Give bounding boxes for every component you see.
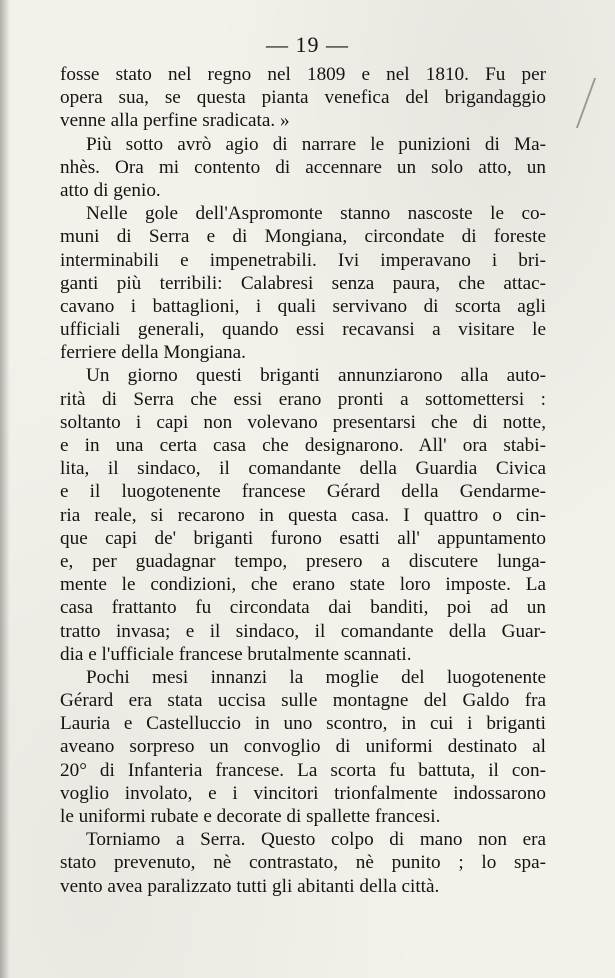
text-line: tratto invasa; e il sindaco, il comandante della Guar- [60, 620, 546, 642]
page-number: — 19 — [266, 32, 349, 57]
text-line: e il luogotenente francese Gérard della Gendarme- [60, 481, 546, 503]
text-line: 20° di Infanteria francese. La scorta fu battuta, il con- [60, 759, 546, 781]
text-line: fosse stato nel regno nel 1809 e nel 1810. Fu per [60, 64, 546, 85]
text-line: mente le condizioni, che erano state loro imposte. La [60, 574, 546, 596]
text-line: lita, il sindaco, il comandante della Guardia Civica [60, 458, 546, 480]
page-binding-shadow [0, 0, 10, 978]
text-line: venne alla perfine sradicata. » [60, 110, 290, 132]
text-line: e in una certa casa che designarono. All' ora stabi- [60, 435, 546, 456]
page-margin-mark [546, 78, 596, 128]
text-line: muni di Serra e di Mongiana, circondate di foreste [60, 226, 546, 248]
text-line: soltanto i capi non volevano presentarsi che di notte, [60, 411, 546, 433]
text-line: rità di Serra che essi erano pronti a sottomettersi : [60, 388, 546, 410]
text-line: Più sotto avrò agio di narrare le punizioni di Ma- [86, 133, 546, 155]
text-line: Nelle gole dell'Aspromonte stanno nascoste le co- [86, 203, 546, 225]
text-line: cavano i battaglioni, i quali servivano di scorta agli [60, 295, 546, 317]
text-line: Torniamo a Serra. Questo colpo di mano non era [86, 829, 546, 851]
text-line: ganti più terribili: Calabresi senza paura, che attac- [60, 272, 546, 294]
text-line: ria reale, si recarono in questa casa. I quattro o cin- [60, 504, 546, 526]
text-line: aveano sorpreso un convoglio di uniformi destinato al [60, 736, 546, 758]
text-line: stato prevenuto, nè contrastato, nè punito ; lo spa- [60, 852, 546, 874]
text-line: vento avea paralizzato tutti gli abitanti della città. [60, 875, 440, 897]
text-line: Un giorno questi briganti annunziarono alla auto- [86, 365, 546, 387]
text-line: ufficiali generali, quando essi recavansi a visitare le [60, 319, 546, 341]
text-line: casa frattanto fu circondata dai banditi, poi ad un [60, 597, 546, 619]
text-line: opera sua, se questa pianta venefica del brigandaggio [60, 87, 546, 109]
text-line: Pochi mesi innanzi la moglie del luogotenente [86, 666, 546, 688]
text-line: voglio involato, e i vincitori trionfalmente indossarono [60, 782, 546, 804]
body-text [60, 63, 546, 898]
text-line: interminabili e impenetrabili. Ivi imperavano i bri- [60, 249, 546, 271]
text-line: le uniformi rubate e decorate di spallette francesi. [60, 806, 441, 827]
text-line: dia e l'ufficiale francese brutalmente scannati. [60, 643, 412, 665]
text-line: atto di genio. [60, 179, 161, 201]
text-line: nhès. Ora mi contento di accennare un solo atto, un [60, 156, 546, 178]
text-line: que capi de' briganti furono esatti all' appuntamento [60, 527, 546, 549]
text-line: ferriere della Mongiana. [60, 342, 246, 364]
text-line: Gérard era stata uccisa sulle montagne del Galdo fra [60, 690, 546, 712]
text-line: e, per guadagnar tempo, presero a discutere lunga- [60, 550, 546, 572]
text-line: Lauria e Castelluccio in uno scontro, in cui i briganti [60, 713, 546, 735]
